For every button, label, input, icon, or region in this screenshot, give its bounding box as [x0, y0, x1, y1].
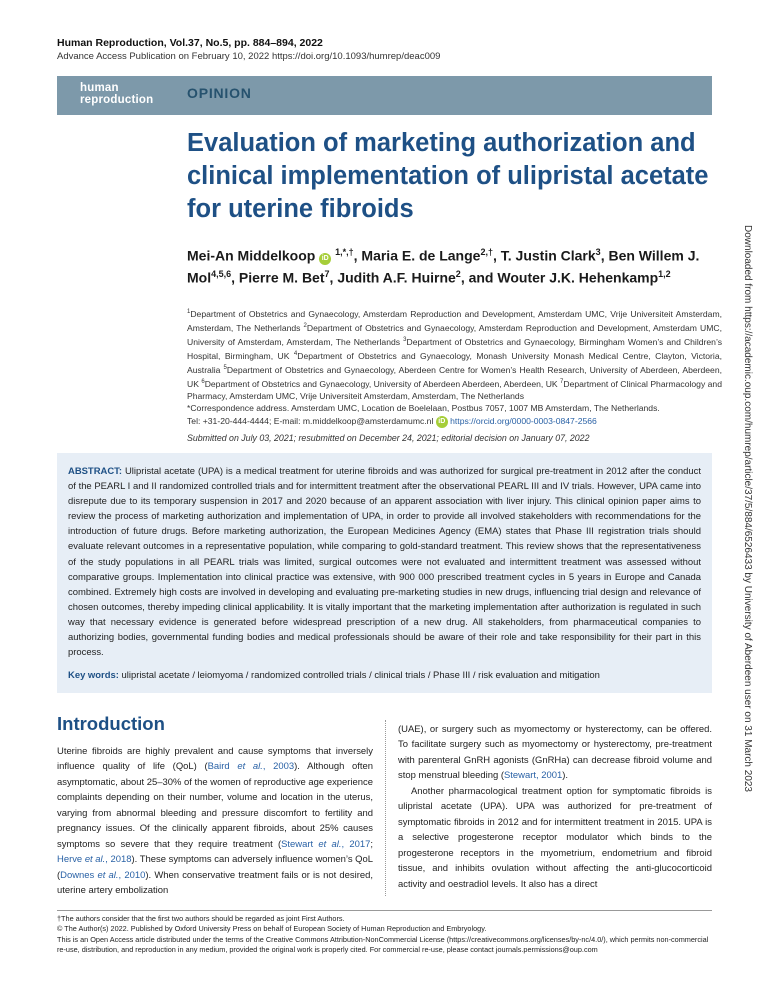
- journal-banner: [57, 76, 712, 115]
- correspondence: [187, 402, 722, 428]
- correspondence-address: *Correspondence address. Amsterdam UMC, Location de Boelelaan, Postbus 7057, 1007 MB Amsterdam, The Netherlands.: [187, 403, 660, 413]
- citation-link[interactable]: et al.: [237, 761, 263, 773]
- citation-link[interactable]: , 2003: [262, 761, 295, 773]
- journal-logo: [80, 82, 153, 106]
- logo-line-1: human: [80, 82, 119, 94]
- citation-link[interactable]: et al.: [318, 838, 342, 850]
- article-title: Evaluation of marketing authorization and clinical implementation of ulipristal acetate for uterine fibroids: [187, 129, 709, 223]
- affiliation-number: 7: [560, 379, 564, 386]
- author-name: Maria E. de Lange: [361, 247, 481, 264]
- author-name: Ben Willem J. Mol: [187, 247, 700, 286]
- footnote-license: This is an Open Access article distributed under the terms of the Creative Commons Attribution-NonCommercial License (https://creativecommons.org/licenses/by-nc/4.0/), which permits non-commercial re-use, distribution, and reproduction in any medium, provided the original work is properly cited. For commercial re-use, please contact journals.permissions@oup.com: [57, 934, 709, 955]
- author-separator: ,: [231, 269, 239, 286]
- citation-link[interactable]: , 2017: [341, 838, 371, 850]
- citation-link[interactable]: Stewart: [281, 838, 319, 850]
- text-run: ;: [370, 838, 373, 850]
- affiliation-number: 5: [223, 365, 227, 372]
- correspondence-contact: Tel: +31-20-444-4444; E-mail: m.middelkoop@amsterdamumc.nl: [187, 415, 436, 426]
- author-separator: ,: [492, 247, 501, 264]
- submission-dates: Submitted on July 03, 2021; resubmitted on December 24, 2021; editorial decision on January 07, 2022: [187, 433, 590, 443]
- text-run: (UAE), or surgery such as myomectomy or hysterectomy, can be offered. To facilitate surgery such as myomectomy or hysterectomy, pre-treatment with parenteral GnRH agonists (GnRHa) can decrease fibroid volume and stop menstrual bleeding (: [398, 724, 712, 782]
- author-name: Mei-An Middelkoop: [187, 247, 316, 264]
- keywords-label: Key words:: [68, 670, 119, 681]
- author-list: [187, 243, 727, 287]
- author-name: T. Justin Clark: [500, 247, 596, 264]
- citation-link[interactable]: , 2010: [118, 869, 146, 881]
- footnotes: [57, 914, 717, 956]
- abstract-label: ABSTRACT:: [68, 466, 122, 477]
- orcid-link[interactable]: https://orcid.org/0000-0003-0847-2566: [450, 415, 597, 426]
- text-run: ). Although often asymptomatic, about 25–30% of the women of reproductive age experience complaints depending on their number, volume and location in the uterus, varying from abnormal bleeding and pressure discomfort to fertility and pregnancy issues. Of the clinically apparent fibroids, about 25% causes symptoms so severe that they require treatment (: [57, 761, 373, 850]
- abstract: [68, 464, 701, 660]
- affiliation-text: Department of Obstetrics and Gynaecology, Monash University Monash Medical Centre, Clayton, Victoria, Australia: [187, 351, 722, 376]
- intro-paragraph-continued: [398, 722, 712, 784]
- intro-left-column: [57, 744, 373, 899]
- author-affiliation-marker: 3: [595, 247, 601, 257]
- author-affiliation-marker: 7: [324, 269, 330, 280]
- text-run: ).: [562, 770, 568, 782]
- author-affiliation-marker: 4,5,6: [211, 269, 232, 280]
- intro-right-column: [398, 722, 712, 892]
- author-name: Pierre M. Bet: [238, 269, 325, 286]
- author-separator: ,: [329, 269, 338, 286]
- affiliation-text: Department of Obstetrics and Gynaecology, Amsterdam Reproduction and Development, Amsterdam UMC, Vrije Universiteit Amsterdam, Amsterdam, The Netherlands: [187, 308, 722, 333]
- download-watermark-text: Downloaded from https://academic.oup.com/humrep/article/37/5/884/6526433 by University of Aberdeen user on 31 March 2023: [742, 225, 753, 792]
- journal-citation: Human Reproduction, Vol.37, No.5, pp. 884–894, 2022: [57, 37, 323, 49]
- author-separator: , and: [460, 269, 494, 286]
- affiliation-text: Department of Obstetrics and Gynaecology, University of Aberdeen Aberdeen, Aberdeen, UK: [204, 379, 561, 390]
- intro-paragraph-upa: Another pharmacological treatment option for symptomatic fibroids is ulipristal acetate (UPA). UPA was authorized for pre-treatment of symptomatic fibroids in 2012 and for intermittent treatment in 2015. UPA is a selective progesterone receptor modulator which binds to the progesterone receptors in the myometrium, endometrium and fibroid tissue, and inhibits ovulation without affecting the anti-glucocorticoid activity and oestradiol levels. It also has a direct: [398, 785, 712, 890]
- author-separator: ,: [600, 247, 605, 264]
- author-affiliation-marker: 1,2: [658, 269, 671, 280]
- orcid-icon[interactable]: iD: [319, 253, 331, 265]
- citation-link[interactable]: Stewart, 2001: [503, 770, 563, 782]
- citation-link[interactable]: Baird: [207, 761, 238, 773]
- citation-link[interactable]: Downes: [60, 869, 98, 881]
- column-divider: [385, 720, 386, 896]
- text-run: ). These symptoms can adversely influence women’s QoL (: [57, 854, 374, 881]
- affiliation-number: 3: [403, 337, 407, 344]
- download-watermark: [742, 225, 762, 975]
- text-run: Uterine fibroids are highly prevalent and cause symptoms that inversely influence quality of life (QoL) (: [57, 746, 373, 773]
- keywords: [68, 670, 701, 681]
- author-name: Wouter J.K. Hehenkamp: [497, 269, 659, 286]
- logo-line-2: reproduction: [80, 94, 154, 106]
- orcid-icon[interactable]: iD: [436, 416, 448, 428]
- affiliation-text: Department of Obstetrics and Gynaecology, Aberdeen Centre for Women’s Health Research, University of Aberdeen, Aberdeen, UK: [187, 365, 723, 390]
- advance-access-line: Advance Access Publication on February 10, 2022 https://doi.org/10.1093/humrep/deac009: [57, 51, 441, 62]
- affiliation-number: 4: [293, 351, 298, 358]
- footnote-rule: [57, 910, 712, 911]
- author-name: Judith A.F. Huirne: [337, 269, 456, 286]
- section-heading-introduction: Introduction: [57, 713, 165, 734]
- footnote-copyright: © The Author(s) 2022. Published by Oxford University Press on behalf of European Society of Human Reproduction and Embryology.: [57, 924, 487, 934]
- text-run: ). When conservative treatment fails or is not desired, uterine artery embolization: [57, 869, 373, 897]
- affiliation-text: Department of Obstetrics and Gynaecology, Amsterdam Reproduction and Development, Amsterdam UMC, University of Amsterdam, Amsterdam, The Netherlands: [187, 322, 722, 347]
- abstract-body: Ulipristal acetate (UPA) is a medical treatment for uterine fibroids and was authorized for surgical pre-treatment in 2012 after the conduct of the PEARL I and II randomized controlled trials and for intermittent treatment after the observational PEARL III and IV trials. However, UPA came into disrepute due to its temporary suspension in 2017 and 2020 because of an apparent association with liver injury. This clinical opinion paper aims to review the process of marketing authorization and implementation of UPA, in order to provide all involved stakeholders with recommendations for the introduction of future drugs. Before marketing authorization, the European Medicines Agency (EMA) states that Phase III registration trials should evaluate relevant outcomes in a representative population, while comparing to gold-standard treatment. This review shows that the representativeness of the study populations in all PEARL trials was limited, surgical outcomes were not evaluated and intermittent treatment was assessed without comparative groups. Implementation into clinical practice was extensive, with 900 000 prescribed treatment cycles in 5 years in Europe and Canada combined. Extremely high costs are involved in developing and evaluating pre-marketing studies in new drugs, influencing trial design and relevance of chosen outcomes, thereby impeding clinical applicability. It is vitally important that the marketing implementation after authorization is regulated in such way that necessary evidence is generated before widespread prescription of a new drug. All stakeholders, from pharmaceutical companies to authorizing bodies, governmental funding bodies and medical professionals should be aware of their role and take responsibility for their part in this process.: [68, 466, 701, 659]
- affiliations: [187, 306, 722, 403]
- citation-link[interactable]: et al.: [97, 869, 119, 881]
- author-affiliation-marker: 2,†: [480, 247, 493, 257]
- citation-link[interactable]: et al.: [84, 854, 106, 866]
- author-affiliation-marker: 2: [455, 269, 461, 280]
- article-type-label: OPINION: [187, 85, 252, 101]
- affiliation-text: Department of Clinical Pharmacology and Pharmacy, Amsterdam UMC, Vrije Universiteit Amsterdam, Amsterdam, The Netherlands: [187, 379, 722, 402]
- affiliation-number: 2: [303, 323, 307, 330]
- citation-link[interactable]: Herve: [57, 854, 85, 866]
- keywords-list: ulipristal acetate / leiomyoma / randomized controlled trials / clinical trials / Phase III / risk evaluation and mitigation: [118, 670, 600, 681]
- citation-link[interactable]: , 2018: [105, 854, 132, 866]
- affiliation-number: 6: [201, 379, 205, 386]
- affiliation-text: Department of Obstetrics and Gynaecology, Birmingham Women’s and Children’s Hospital, Birmingham, UK: [187, 336, 723, 362]
- author-affiliation-marker: 1,*,†: [335, 247, 354, 257]
- footnote-joint-authors: †The authors consider that the first two authors should be regarded as joint First Authors.: [57, 914, 345, 923]
- affiliation-number: 1: [187, 309, 191, 315]
- author-separator: ,: [353, 247, 362, 264]
